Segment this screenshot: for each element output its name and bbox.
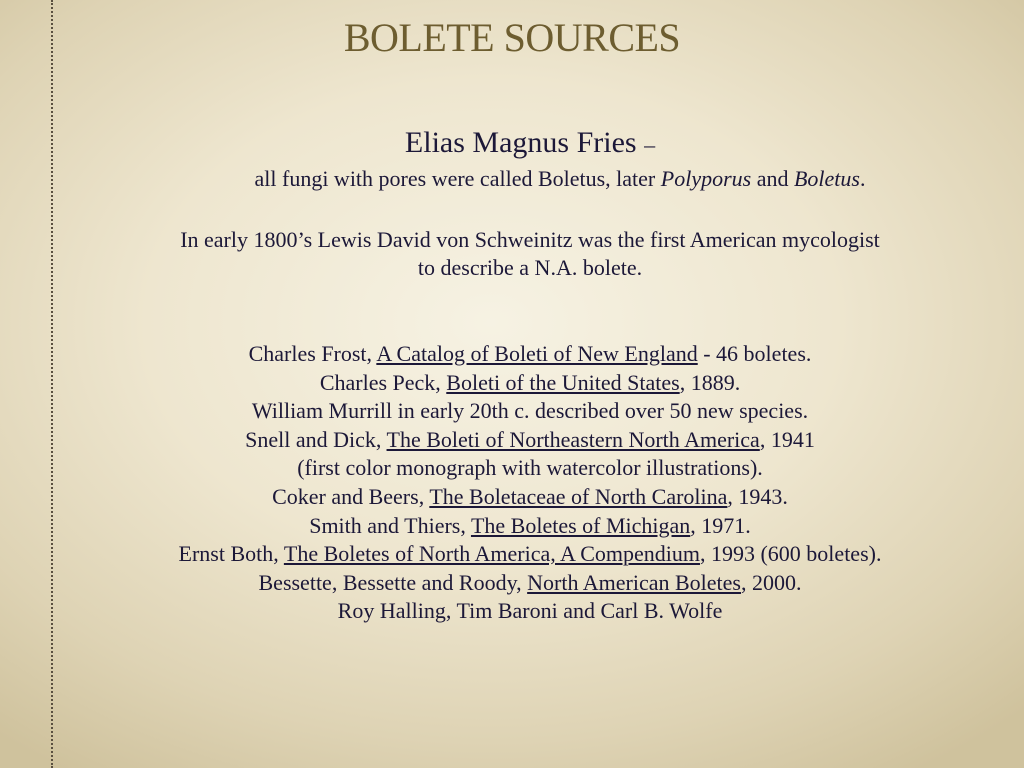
source-text: - 46 boletes. bbox=[697, 341, 812, 366]
source-work-title: The Boletes of Michigan bbox=[470, 512, 691, 538]
fries-desc-period: . bbox=[859, 166, 866, 191]
source-text: (first color monograph with watercolor illustrations). bbox=[297, 455, 763, 481]
source-line bbox=[60, 397, 1000, 426]
source-work-title: The Boletes of North America, A Compendium bbox=[283, 541, 700, 567]
source-work-title: The Boletaceae of North Carolina bbox=[429, 483, 728, 509]
source-text: , 1993 (600 boletes). bbox=[699, 541, 882, 567]
fries-name: Elias Magnus Fries bbox=[404, 126, 637, 159]
source-line bbox=[60, 540, 1000, 569]
source-text: Charles Frost, bbox=[248, 341, 377, 366]
source-line bbox=[60, 426, 1000, 455]
source-line bbox=[60, 369, 1000, 398]
fries-heading bbox=[60, 126, 1000, 160]
source-line bbox=[60, 454, 1000, 483]
fries-description bbox=[60, 166, 1024, 192]
source-text: Roy Halling, Tim Baroni and Carl B. Wolfe bbox=[337, 598, 723, 624]
source-text: , 1889. bbox=[679, 369, 741, 395]
source-text: Bessette, Bessette and Roody, bbox=[258, 569, 528, 595]
source-line bbox=[60, 569, 1000, 598]
source-line bbox=[60, 597, 1000, 626]
source-text: , 1941 bbox=[759, 426, 815, 452]
schweinitz-line-2: to describe a N.A. bolete. bbox=[417, 255, 643, 280]
source-line bbox=[60, 512, 1000, 541]
margin-dotted-rule bbox=[51, 0, 53, 768]
fries-desc-and: and bbox=[751, 166, 794, 191]
source-work-title: North American Boletes bbox=[527, 569, 741, 595]
fries-desc-boletus: Boletus bbox=[793, 166, 860, 191]
source-text: , 2000. bbox=[740, 569, 802, 595]
source-text: , 1971. bbox=[690, 512, 751, 538]
fries-desc-text: all fungi with pores were called Boletus, later bbox=[254, 166, 661, 191]
source-text: Charles Peck, bbox=[319, 369, 447, 395]
source-work-title: A Catalog of Boleti of New England bbox=[376, 341, 698, 366]
source-text: Smith and Thiers, bbox=[309, 512, 471, 538]
source-text: , 1943. bbox=[727, 483, 788, 509]
sources-list bbox=[60, 340, 1000, 626]
source-line bbox=[60, 340, 1000, 369]
schweinitz-paragraph bbox=[60, 226, 1000, 282]
source-text: William Murrill in early 20th c. described over 50 new species. bbox=[251, 398, 809, 424]
source-text: Coker and Beers, bbox=[272, 483, 430, 509]
fries-desc-polyporus: Polyporus bbox=[660, 166, 752, 191]
fries-dash: – bbox=[644, 132, 656, 157]
schweinitz-line-1: In early 1800’s Lewis David von Schweinitz was the first American mycologist bbox=[180, 227, 880, 252]
source-line bbox=[60, 483, 1000, 512]
source-work-title: Boleti of the United States bbox=[446, 369, 680, 395]
source-text: Ernst Both, bbox=[178, 541, 284, 567]
slide-title: BOLETE SOURCES bbox=[343, 15, 681, 60]
source-work-title: The Boleti of Northeastern North America bbox=[386, 426, 760, 452]
source-text: Snell and Dick, bbox=[245, 426, 387, 452]
